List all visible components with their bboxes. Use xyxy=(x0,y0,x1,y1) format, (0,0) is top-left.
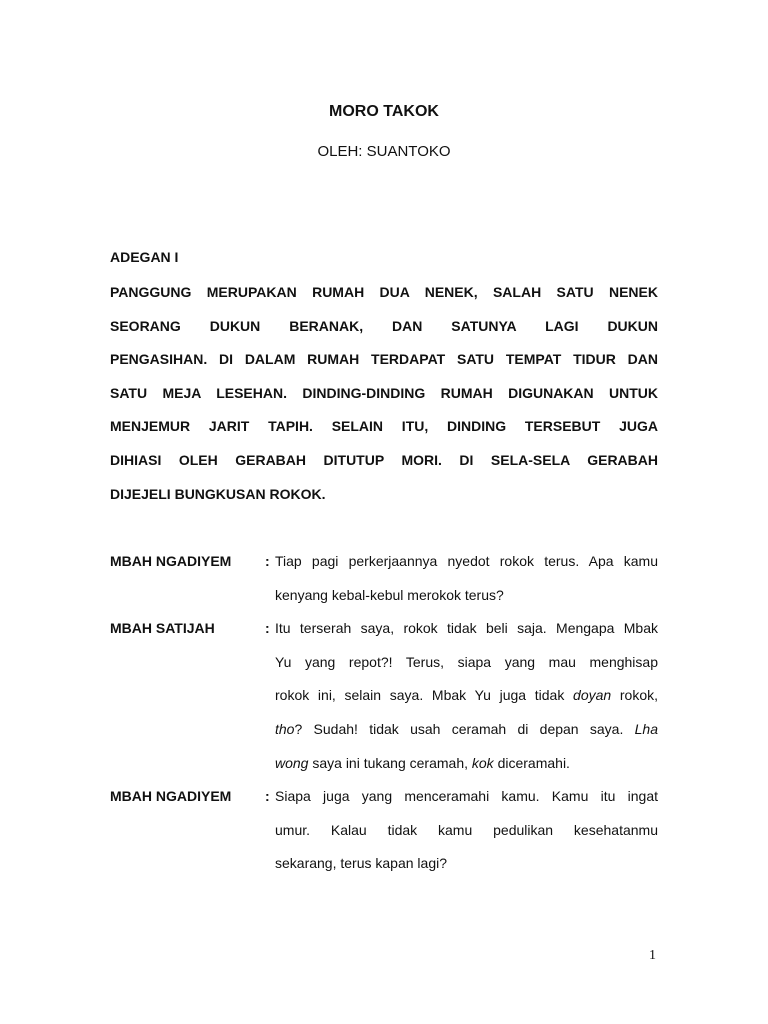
speaker-colon: : xyxy=(265,553,270,569)
speech-segment: Siapa juga yang menceramahi kamu. Kamu itu ingat xyxy=(275,788,658,805)
speech-segment: Yu yang repot?! Terus, siapa yang mau menghisap xyxy=(275,653,658,670)
speech-line xyxy=(275,612,658,646)
dialogue xyxy=(110,545,658,881)
speaker-name: MBAH SATIJAH xyxy=(110,620,215,637)
speech-line xyxy=(275,847,658,881)
speech-text xyxy=(275,612,658,780)
dialogue-entry xyxy=(110,612,658,780)
speech-segment: Tiap pagi perkerjaannya nyedot rokok terus. Apa kamu xyxy=(275,553,658,569)
speech-line xyxy=(275,646,658,680)
speech-segment: ? Sudah! tidak usah ceramah di depan saya. xyxy=(294,720,635,737)
speech-segment: sekarang, terus kapan lagi? xyxy=(275,855,447,872)
speech-line xyxy=(275,814,658,848)
speech-segment: umur. Kalau tidak kamu pedulikan kesehatanmu xyxy=(275,821,658,838)
italic-term: wong xyxy=(275,754,309,771)
speech-segment: rokok, xyxy=(611,687,658,704)
italic-term: Lha xyxy=(634,720,658,737)
speech-line xyxy=(275,545,658,579)
speech-segment: saya ini tukang ceramah, xyxy=(308,754,472,771)
stage-direction xyxy=(110,276,658,511)
stage-line: PANGGUNG MERUPAKAN RUMAH DUA NENEK, SALAH SATU NENEK xyxy=(110,284,658,300)
speech-segment: Itu terserah saya, rokok tidak beli saja. Mengapa Mbak xyxy=(275,620,658,637)
speech-line xyxy=(275,747,658,781)
speech-segment: rokok ini, selain saya. Mbak Yu juga tidak xyxy=(275,687,574,704)
speech-segment: kenyang kebal-kebul merokok terus? xyxy=(275,586,504,603)
page-number: 1 xyxy=(649,948,656,963)
speech-line xyxy=(275,713,658,747)
stage-line: SEORANG DUKUN BERANAK, DAN SATUNYA LAGI DUKUN xyxy=(110,317,658,334)
speaker-name: MBAH NGADIYEM xyxy=(110,788,232,805)
speaker-colon: : xyxy=(265,788,270,805)
italic-term: kok xyxy=(471,754,494,771)
stage-line: MENJEMUR JARIT TAPIH. SELAIN ITU, DINDING TERSEBUT JUGA xyxy=(110,418,658,435)
stage-line: PENGASIHAN. DI DALAM RUMAH TERDAPAT SATU TEMPAT TIDUR DAN xyxy=(110,351,658,368)
speech-text xyxy=(275,545,658,612)
speech-text xyxy=(275,780,658,881)
speech-line xyxy=(275,679,658,713)
stage-line: SATU MEJA LESEHAN. DINDING-DINDING RUMAH DIGUNAKAN UNTUK xyxy=(110,384,658,401)
italic-term: doyan xyxy=(573,687,612,704)
speaker-colon: : xyxy=(265,620,270,637)
italic-term: tho xyxy=(275,720,295,737)
dialogue-entry xyxy=(110,545,658,612)
speaker-name: MBAH NGADIYEM xyxy=(110,553,232,569)
speech-line xyxy=(275,780,658,814)
scene-heading: ADEGAN I xyxy=(110,249,179,265)
speech-segment: diceramahi. xyxy=(493,754,570,771)
play-author: OLEH: SUANTOKO xyxy=(317,143,451,160)
stage-line: DIHIASI OLEH GERABAH DITUTUP MORI. DI SELA-SELA GERABAH xyxy=(110,451,658,468)
play-title: MORO TAKOK xyxy=(329,103,439,120)
stage-line: DIJEJELI BUNGKUSAN ROKOK. xyxy=(110,485,326,502)
dialogue-entry xyxy=(110,780,658,881)
speech-line xyxy=(275,579,658,613)
